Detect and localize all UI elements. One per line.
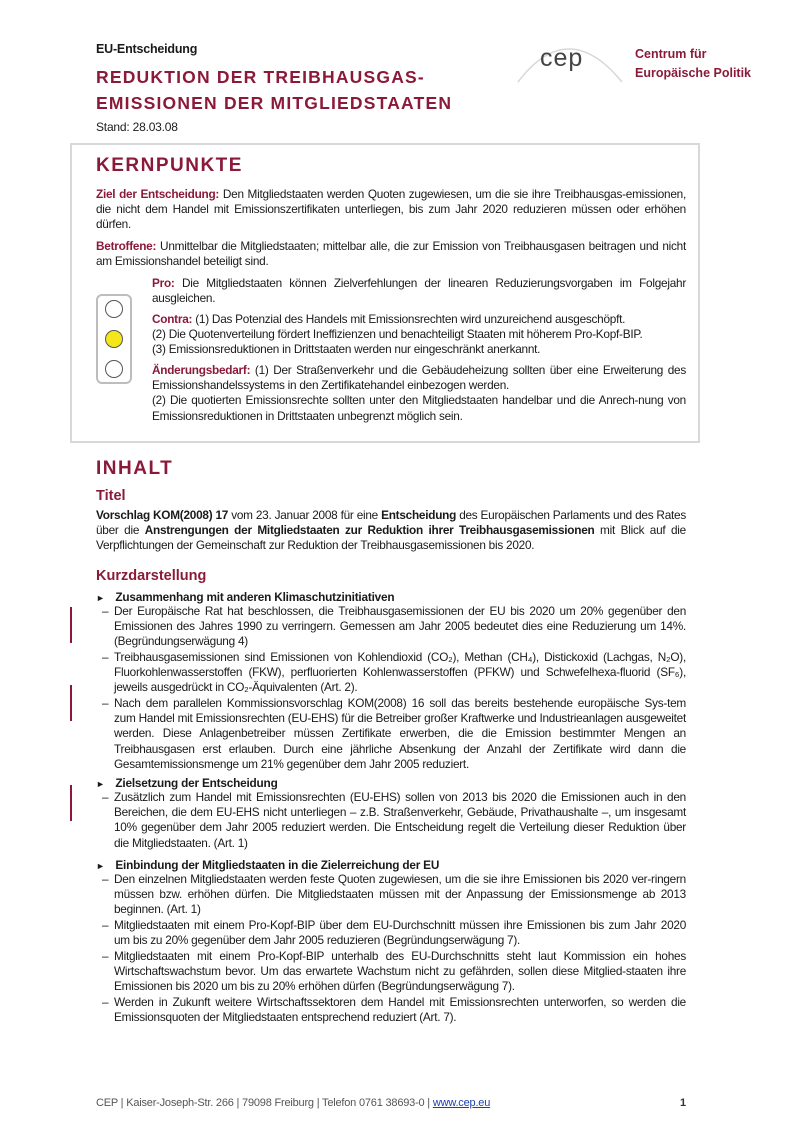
dash-bullet: – bbox=[102, 650, 109, 664]
contra-item-2: (2) Die Quotenverteilung fördert Ineffizienzen und benachteiligt Staaten mit höherem Pro-Kopf-BIP. bbox=[152, 327, 643, 342]
cep-logo-text: cep bbox=[540, 44, 584, 72]
section-2-heading: Zielsetzung der Entscheidung bbox=[115, 776, 278, 790]
cep-logo-name bbox=[635, 45, 751, 83]
traffic-light-icon bbox=[96, 294, 132, 384]
title-line-1: REDUKTION DER TREIBHAUSGAS- bbox=[96, 67, 425, 87]
logo-name-line-2: Europäische Politik bbox=[635, 66, 752, 80]
titel-text-b: vom 23. Januar 2008 für eine bbox=[228, 508, 382, 522]
list-item-text: Zusätzlich zum Handel mit Emissionsrechten (EU-EHS) sollen von 2013 bis 2020 die Emissionen auch in den Bereichen, die dem EU-EHS nicht unterliegen – z.B. Straßenverkehr, Gebäude, Privathaushalte –, um insgesamt 10% gegenüber dem Jahr 2005 reduziert werden. Die Entscheidung regelt die Verteilung dieser Reduktion über die Mitgliedstaaten. (Art. 1) bbox=[114, 790, 686, 850]
list-item bbox=[102, 872, 686, 918]
ziel-paragraph bbox=[96, 187, 686, 233]
list-item-text: Den einzelnen Mitgliedstaaten werden feste Quoten zugewiesen, um die sie ihre Emissionen bis 2020 ver-ringern müssen bzw. erhöhen dürfen. Die Mitgliedstaaten müssen mit der Anpassung der Emissionsmenge ab 2013 beginnen. (Art. 1) bbox=[114, 872, 686, 917]
traffic-light-yellow-lamp bbox=[105, 330, 123, 348]
list-item-text: Der Europäische Rat hat beschlossen, die Treibhausgasemissionen der EU bis 2020 um 20% gegenüber den Emissionen des Jahres 1990 zu verringern. Gemessen am Jahr 2005 bedeutet dies eine Reduzierung um 14%. (Begründungserwägung 4) bbox=[114, 604, 686, 649]
list-item bbox=[102, 918, 686, 948]
arrow-bullet-icon: ► bbox=[96, 861, 105, 871]
list-item-text: Treibhausgasemissionen sind Emissionen von Kohlendioxid (CO₂), Methan (CH₄), Distickoxid (Lachgas, N₂O), Fluorkohlenwasserstoffen (FKW), perfluorierten Kohlenwasserstoffen (PFKW) und Schwefelhexa-fluorid (SF₆), jeweils ausgedrückt in CO₂-Äquivalenten (Art. 2). bbox=[114, 650, 686, 695]
titel-text-d: des Europäischen Parlaments und des Rates über die bbox=[96, 508, 687, 538]
list-item-text: Mitgliedstaaten mit einem Pro-Kopf-BIP über dem EU-Durchschnitt müssen ihre Emissionen bis zum Jahr 2020 um bis zu 20% gegenüber dem Jahr 2005 reduzieren (Begründungserwägung 7). bbox=[114, 918, 686, 948]
kurzdarstellung-heading: Kurzdarstellung bbox=[96, 568, 207, 584]
aenderung-item-1: (1) Der Straßenverkehr und die Gebäudeheizung sollten über eine Erweiterung des Emissionshandelssystems in den Zertifikatehandel einbezogen werden. bbox=[152, 363, 686, 393]
dash-bullet: – bbox=[102, 918, 109, 932]
footer bbox=[96, 1097, 490, 1109]
list-item-text: Werden in Zukunft weitere Wirtschaftssektoren dem Handel mit Emissionsrechten unterworfen, so werden die Emissionsquoten der Mitgliedstaaten entsprechend reduziert (Art. 7). bbox=[114, 995, 686, 1025]
title-line-2: EMISSIONEN DER MITGLIEDSTAATEN bbox=[96, 93, 453, 113]
list-item bbox=[102, 995, 686, 1025]
betroffene-text: Unmittelbar die Mitgliedstaaten; mittelbar alle, die zur Emission von Treibhausgasen beitragen und nicht am Emissionshandel beteiligt sind. bbox=[96, 239, 686, 269]
inhalt-heading: INHALT bbox=[96, 458, 174, 479]
margin-bar bbox=[70, 785, 72, 821]
footer-website-link[interactable]: www.cep.eu bbox=[432, 1097, 491, 1109]
page-number: 1 bbox=[680, 1097, 687, 1109]
titel-entscheidung: Entscheidung bbox=[381, 508, 457, 522]
pro-text: Die Mitgliedstaaten können Zielverfehlungen der linearen Reduzierungsvorgaben im Folgejahr ausgleichen. bbox=[152, 276, 686, 306]
list-item bbox=[102, 790, 686, 851]
titel-doc-ref: Vorschlag KOM(2008) 17 bbox=[96, 508, 229, 522]
arrow-bullet-icon: ► bbox=[96, 593, 105, 603]
ziel-text: Den Mitgliedstaaten werden Quoten zugewiesen, um die sie ihre Treibhausgas-emissionen, die nicht dem Handel mit Emissionszertifikaten unterliegen, bis zum Jahr 2020 reduzieren müssen oder erhöhen dürfen. bbox=[96, 187, 686, 232]
traffic-light-red-lamp bbox=[105, 300, 123, 318]
aenderung-paragraph bbox=[152, 363, 686, 424]
dash-bullet: – bbox=[102, 790, 109, 804]
titel-text-f: mit Blick auf die Verpflichtungen der Gemeinschaft zur Reduktion der Treibhausgasemissionen bis 2020. bbox=[96, 523, 686, 553]
ziel-label: Ziel der Entscheidung: bbox=[96, 187, 220, 201]
titel-subject: Anstrengungen der Mitgliedstaaten zur Reduktion ihrer Treibhausgasemissionen bbox=[144, 523, 595, 538]
contra-item-3: (3) Emissionsreduktionen in Drittstaaten werden nur eingeschränkt anerkannt. bbox=[152, 342, 541, 357]
aenderung-item-2: (2) Die quotierten Emissionsrechte sollten unter den Mitgliedstaaten handelbar und die Anrech-nung von Emissionsreduktionen in Drittstaaten unbegrenzt möglich sein. bbox=[152, 393, 686, 423]
aenderung-label: Änderungsbedarf: bbox=[152, 363, 251, 377]
logo-name-line-1: Centrum für bbox=[635, 47, 707, 61]
titel-heading: Titel bbox=[96, 488, 126, 504]
pro-label: Pro: bbox=[152, 276, 175, 290]
contra-label: Contra: bbox=[152, 312, 193, 326]
titel-paragraph bbox=[96, 508, 686, 554]
kernpunkte-heading: KERNPUNKTE bbox=[96, 155, 243, 176]
margin-bar bbox=[70, 685, 72, 721]
pro-paragraph bbox=[152, 276, 686, 306]
document-title bbox=[96, 64, 516, 116]
contra-item-1: (1) Das Potenzial des Handels mit Emissionsrechten wird unzureichend ausgeschöpft. bbox=[192, 312, 626, 326]
traffic-light-green-lamp bbox=[105, 360, 123, 378]
list-item-text: Mitgliedstaaten mit einem Pro-Kopf-BIP unterhalb des EU-Durchschnitts steht laut Kommission ein hohes Wirtschaftswachstum bevor. Um das erwartete Wachstum nicht zu gefährden, sollen diese Mitglied-staaten ihre Emissionen bis 2020 um bis zu 20% erhöhen dürfen (Begründungserwägung 7). bbox=[114, 949, 686, 994]
list-item bbox=[102, 949, 686, 995]
list-item bbox=[102, 696, 686, 772]
footer-address: CEP | Kaiser-Joseph-Str. 266 | 79098 Freiburg | Telefon 0761 38693-0 | bbox=[96, 1097, 433, 1109]
document-type: EU-Entscheidung bbox=[96, 42, 198, 56]
dash-bullet: – bbox=[102, 995, 109, 1009]
list-item-text: Nach dem parallelen Kommissionsvorschlag KOM(2008) 16 soll das bereits bestehende europäische Sys-tem zum Handel mit Emissionsrechten (EU-EHS) für die Betreiber großer Kraftwerke und Industrieanlagen ausgeweitet werden. Diese Anlagenbetreiber müssen Zertifikate erwerben, die die Emission bestimmter Mengen an Treibhausgasen erst erlauben. Durch eine jährliche Absenkung der Anzahl der Zertifikate wird dann die Gesamtemissionsmenge um 21% gegenüber dem Jahr 2005 reduziert. bbox=[114, 696, 686, 771]
section-3-heading: Einbindung der Mitgliedstaaten in die Zielerreichung der EU bbox=[115, 858, 440, 872]
arrow-bullet-icon: ► bbox=[96, 779, 105, 789]
section-1-heading: Zusammenhang mit anderen Klimaschutzinitiativen bbox=[115, 590, 395, 604]
document-date: Stand: 28.03.08 bbox=[96, 120, 178, 134]
contra-paragraph bbox=[152, 312, 686, 358]
margin-bar bbox=[70, 607, 72, 643]
list-item bbox=[102, 604, 686, 650]
list-item bbox=[102, 650, 686, 696]
dash-bullet: – bbox=[102, 949, 109, 963]
betroffene-paragraph bbox=[96, 239, 686, 269]
dash-bullet: – bbox=[102, 604, 109, 618]
betroffene-label: Betroffene: bbox=[96, 239, 157, 253]
dash-bullet: – bbox=[102, 872, 109, 886]
dash-bullet: – bbox=[102, 696, 109, 710]
